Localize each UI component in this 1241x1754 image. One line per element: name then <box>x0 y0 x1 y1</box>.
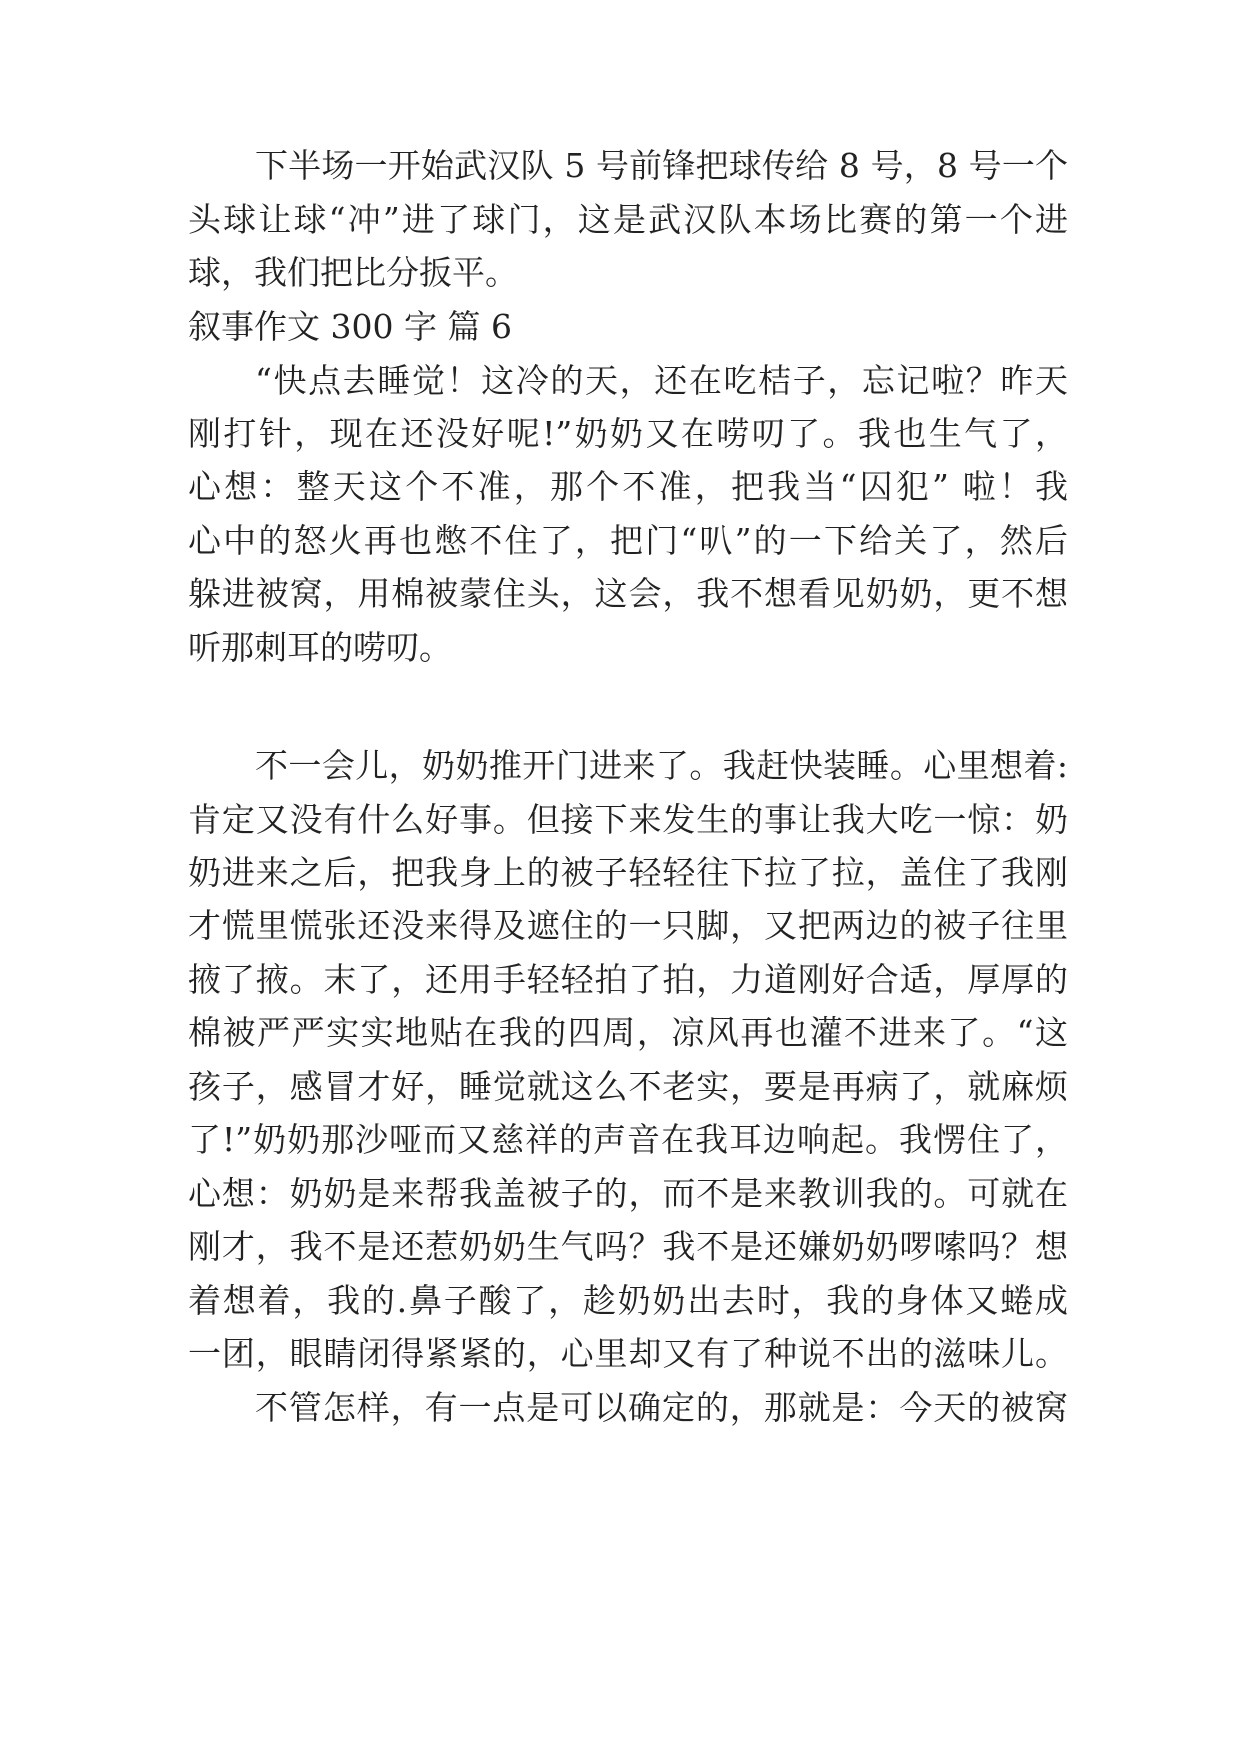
text-line: 球，我们把比分扳平。 <box>188 253 518 292</box>
text-line: 头球让球“冲”进了球门，这是武汉队本场比赛的第一个进 <box>188 200 1068 239</box>
text-line: 肯定又没有什么好事。但接下来发生的事让我大吃一惊：奶 <box>188 800 1068 839</box>
text-line: 心想：奶奶是来帮我盖被子的，而不是来教训我的。可就在 <box>188 1174 1068 1213</box>
text-line: 才慌里慌张还没来得及遮住的一只脚，又把两边的被子往里 <box>188 906 1068 945</box>
text-line: 奶进来之后，把我身上的被子轻轻往下拉了拉，盖住了我刚 <box>188 853 1068 892</box>
text-line: “快点去睡觉！这冷的天，还在吃桔子，忘记啦？昨天 <box>255 361 1068 400</box>
text-line: 躲进被窝，用棉被蒙住头，这会，我不想看见奶奶，更不想 <box>188 574 1068 613</box>
text-line: 不一会儿，奶奶推开门进来了。我赶快装睡。心里想着: <box>255 746 1068 785</box>
text-line: 心中的怒火再也憋不住了，把门“叭”的一下给关了，然后 <box>188 521 1068 560</box>
text-line: 着想着，我的.鼻子酸了，趁奶奶出去时，我的身体又蜷成 <box>188 1281 1068 1320</box>
text-line: 掖了掖。末了，还用手轻轻拍了拍，力道刚好合适，厚厚的 <box>188 960 1068 999</box>
text-line: 刚打针，现在还没好呢!”奶奶又在唠叨了。我也生气了， <box>188 414 1068 453</box>
text-line: 孩子，感冒才好，睡觉就这么不老实，要是再病了，就麻烦 <box>188 1067 1068 1106</box>
text-line: 听那刺耳的唠叨。 <box>188 628 452 667</box>
text-line: 下半场一开始武汉队 5 号前锋把球传给 8 号，8 号一个 <box>255 146 1068 185</box>
essay-heading: 叙事作文 300 字 篇 6 <box>188 307 512 346</box>
text-line: 一团，眼睛闭得紧紧的，心里却又有了种说不出的滋味儿。 <box>188 1334 1068 1373</box>
text-line: 心想：整天这个不准，那个不准，把我当“囚犯” 啦！我 <box>188 467 1068 506</box>
text-line: 刚才，我不是还惹奶奶生气吗？我不是还嫌奶奶啰嗦吗？想 <box>188 1227 1068 1266</box>
text-line: 不管怎样，有一点是可以确定的，那就是：今天的被窝 <box>255 1388 1068 1427</box>
text-line: 了!”奶奶那沙哑而又慈祥的声音在我耳边响起。我愣住了， <box>188 1120 1068 1159</box>
text-line: 棉被严严实实地贴在我的四周，凉风再也灌不进来了。“这 <box>188 1013 1068 1052</box>
